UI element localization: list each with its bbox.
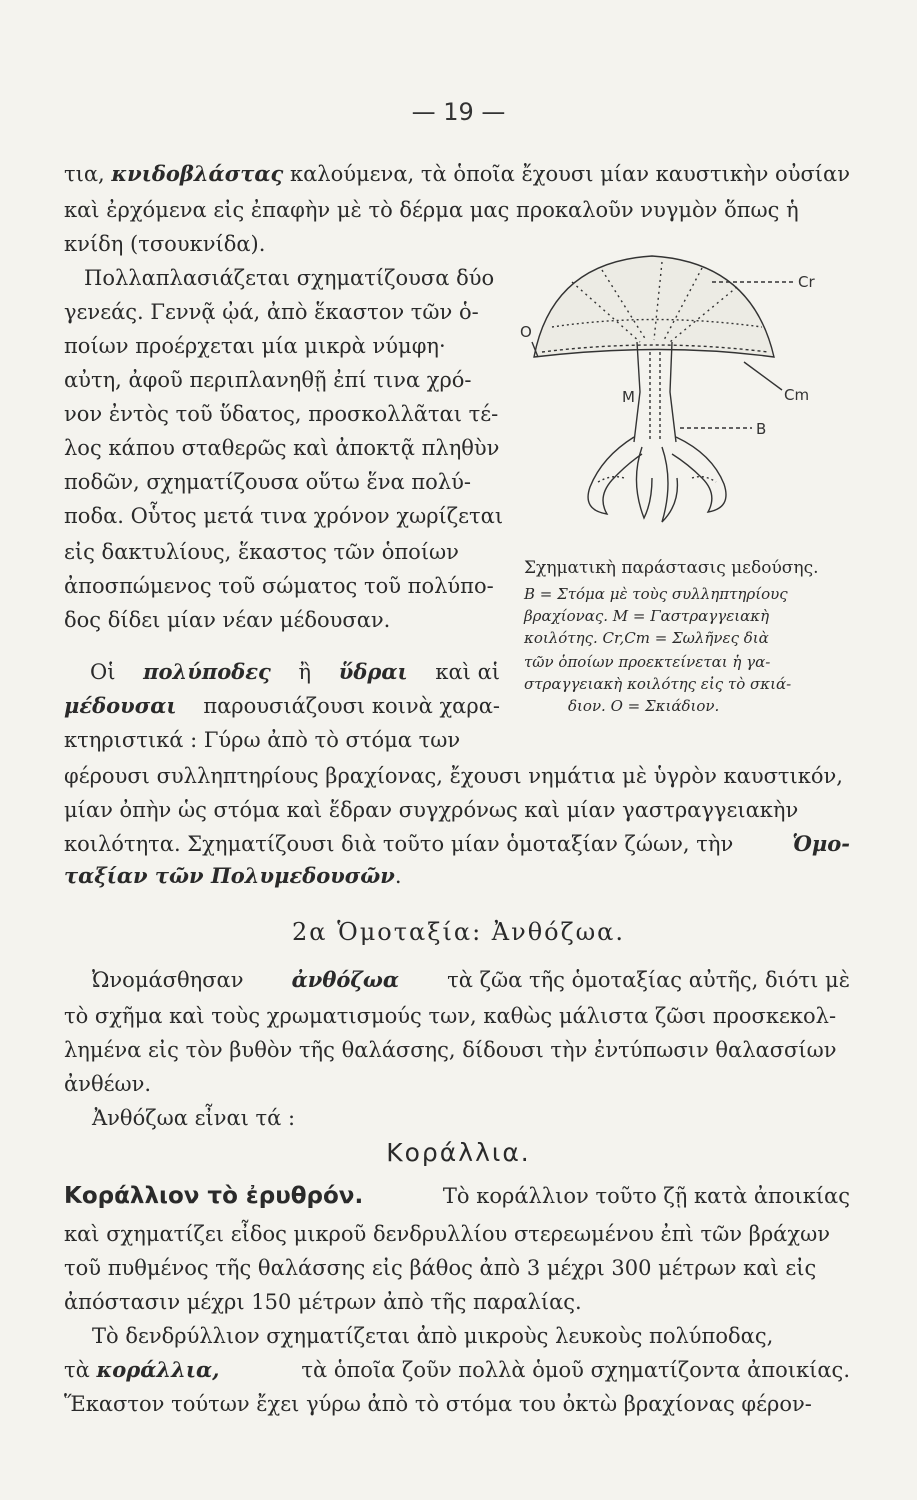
caption-line: τῶν ὁποίων προεκτείνεται ἡ γα- <box>524 653 771 671</box>
text: τὰ ζῶα τῆς ὁμοταξίας αὐτῆς, διότι μὲ <box>447 968 850 992</box>
text-line: Ἕκαστον τούτων ἔχει γύρω ἀπὸ τὸ στόμα του ὀκτὼ βραχίονας φέρον- <box>64 1392 812 1416</box>
stomach-canal <box>650 352 660 442</box>
text-line: δος δίδει μίαν νέαν μέδουσαν. <box>64 608 391 632</box>
term-anthozoa: ἀνθόζωα <box>291 967 399 992</box>
medusa-illustration <box>512 242 842 542</box>
caption-title: Σχηματικὴ παράστασις μεδούσης. <box>524 558 819 578</box>
text-line <box>64 830 850 858</box>
text-line: μίαν ὀπὴν ὡς στόμα καὶ ἕδραν συγχρόνως καὶ μίαν γαστραγγειακὴν <box>64 798 799 822</box>
manubrium <box>634 342 676 442</box>
text-line: λημένα εἰς τὸν βυθὸν τῆς θαλάσσης, δίδουσι τὴν ἐντύπωσιν θαλασσίων <box>64 1038 837 1062</box>
text-line: ἀποσπώμενος τοῦ σώματος τοῦ πολύπο- <box>64 574 494 598</box>
cm-leader <box>744 362 782 390</box>
text-line: κτηριστικά : Γύρω ἀπὸ τὸ στόμα των <box>64 728 461 752</box>
subheading-corals: Κοράλλια. <box>386 1138 531 1167</box>
text-line <box>64 692 500 720</box>
text-line <box>90 658 500 686</box>
text-line: αὐτη, ἀφοῦ περιπλανηθῇ ἐπί τινα χρό- <box>64 368 472 392</box>
caption-line: βραχίονας. M = Γαστραγγειακὴ <box>524 607 770 625</box>
oral-arm-center-right <box>662 447 677 522</box>
text-line: ἀπόστασιν μέχρι 150 μέτρων ἀπὸ τῆς παραλίας. <box>64 1290 582 1314</box>
term-red-coral: Κοράλλιον τὸ ἐρυθρόν. <box>64 1183 364 1209</box>
label-cr: Cr <box>798 273 815 291</box>
text-line <box>92 966 850 994</box>
label-cm: Cm <box>784 386 810 404</box>
text-line: καὶ σχηματίζει εἶδος μικροῦ δενδρυλλίου στερεωμένου ἐπὶ τῶν βράχων <box>64 1222 830 1246</box>
text-line: τὸ σχῆμα καὶ τοὺς χρωματισμούς των, καθὼς μάλιστα ζῶσι προσκεκολ- <box>64 1004 837 1028</box>
text: καὶ αἱ <box>435 660 500 684</box>
section-heading: 2α Ὁμοταξία: Ἀνθόζωα. <box>291 918 626 946</box>
text: τια, <box>64 162 105 186</box>
text: παρουσιάζουσι κοινὰ χαρα- <box>203 694 500 718</box>
text: κοιλότητα. Σχηματίζουσι διὰ τοῦτο μίαν ὁμοταξίαν ζώων, τὴν <box>64 832 734 856</box>
text-line: φέρουσι συλληπτηρίους βραχίονας, ἔχουσι νημάτια μὲ ὑγρὸν καυστικόν, <box>64 764 843 788</box>
text-line <box>64 1356 850 1384</box>
text: ἢ <box>298 660 312 684</box>
text-line: ποίων προέρχεται μία μικρὰ νύμφη· <box>64 334 446 358</box>
oral-arm-left <box>588 437 642 514</box>
text: Τὸ κοράλλιον τοῦτο ζῇ κατὰ ἀποικίας <box>442 1184 850 1208</box>
term-polyps: πολύποδες <box>143 659 271 684</box>
text-line: ἀνθέων. <box>64 1072 152 1096</box>
text: Οἱ <box>90 660 116 684</box>
text-line: τοῦ πυθμένος τῆς θαλάσσης εἰς βάθος ἀπὸ 3 μέχρι 300 μέτρων καὶ εἰς <box>64 1256 817 1280</box>
term-class: Ὁμο- <box>792 831 850 856</box>
text-line: Ἀνθόζωα εἶναι τά : <box>92 1106 296 1130</box>
caption-line: κοιλότης. Cr,Cm = Σωλῆνες διὰ <box>524 629 769 647</box>
text: τὰ ὁποῖα ζοῦν πολλὰ ὁμοῦ σχηματίζοντα ἀποικίας. <box>301 1358 850 1382</box>
text-line: κνίδη (τσουκνίδα). <box>64 232 266 256</box>
term-corals: κοράλλια, <box>96 1357 220 1382</box>
umbrella-shape <box>534 256 774 357</box>
caption-line: στραγγειακὴ κοιλότης εἰς τὸ σκιά- <box>524 675 792 693</box>
oral-arm-right <box>672 437 726 512</box>
term-knidoblastes: κνιδοβλάστας <box>111 161 284 186</box>
text-line: γενεάς. Γεννᾷ ᾠά, ἀπὸ ἕκαστον τῶν ὁ- <box>64 300 479 324</box>
text: καλούμενα, τὰ ὁποῖα ἔχουσι μίαν καυστικὴν οὐσίαν <box>290 162 850 186</box>
text: . <box>394 864 402 888</box>
caption-line: B = Στόμα μὲ τοὺς συλληπτηρίους <box>524 585 788 603</box>
label-b: B <box>756 420 767 438</box>
text-line: Τὸ δενδρύλλιον σχηματίζεται ἀπὸ μικροὺς λευκοὺς πολύποδας, <box>92 1324 774 1348</box>
text-line: καὶ ἐρχόμενα εἰς ἐπαφὴν μὲ τὸ δέρμα μας προκαλοῦν νυγμὸν ὅπως ἡ <box>64 198 799 222</box>
text-line: Πολλαπλασιάζεται σχηματίζουσα δύο <box>84 266 495 290</box>
arm-folds <box>598 477 716 482</box>
text-line: εἰς δακτυλίους, ἕκαστος τῶν ὁποίων <box>64 540 459 564</box>
text-line: ποδα. Οὗτος μετά τινα χρόνον χωρίζεται <box>64 504 504 528</box>
oral-arm-center-left <box>636 447 652 518</box>
text: Ὠνομάσθησαν <box>92 968 244 992</box>
term-medusae: μέδουσαι <box>64 693 177 718</box>
text-line <box>64 160 850 188</box>
text-line <box>64 862 402 890</box>
term-hydrae: ὕδραι <box>338 659 408 684</box>
caption-line: διον. O = Σκιάδιον. <box>568 697 720 715</box>
text-line: νον ἐντὸς τοῦ ὕδατος, προσκολλᾶται τέ- <box>64 402 499 426</box>
text-line <box>64 1182 850 1210</box>
text-line: ποδῶν, σχηματίζουσα οὕτω ἕνα πολύ- <box>64 470 471 494</box>
text: τὰ <box>64 1358 90 1382</box>
label-o: O <box>520 323 532 341</box>
page-number: — 19 — <box>411 98 506 126</box>
label-m: M <box>622 388 635 406</box>
term-polymedusae: ταξίαν τῶν Πολυμεδουσῶν <box>64 863 395 888</box>
text-line: λος κάπου σταθερῶς καὶ ἀποκτᾷ πληθὺν <box>64 436 500 460</box>
